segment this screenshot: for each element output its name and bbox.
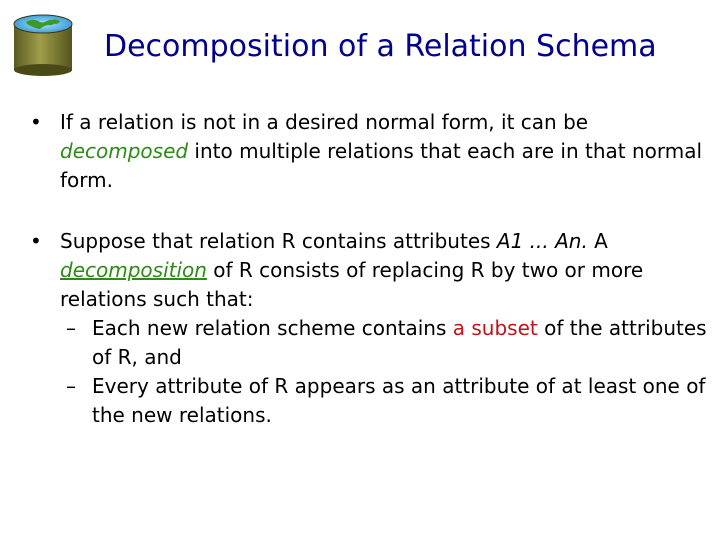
bullet-marker: • [30,229,42,253]
sub-item [30,314,710,372]
sub-marker: – [66,316,76,340]
bullet-text-mid: A [587,229,608,253]
bullet-text: Suppose that relation R contains attributes [60,229,497,253]
bullet-text-cont: of R consists of replacing R by two or more relations such that: [60,258,644,311]
sub-marker: – [66,374,76,398]
sub-text-cont: of the attributes of R, and [92,316,707,369]
slide-body [30,108,710,430]
bullet-item [30,227,710,314]
sub-text: Every attribute of R appears as an attribute of at least one of the new relations. [92,374,706,427]
term-decomposition: decomposition [60,258,207,282]
term-decomposed: decomposed [60,139,189,163]
bullet-marker: • [30,110,42,134]
highlight-subset: a subset [452,316,538,340]
sub-item [30,372,710,430]
database-globe-icon [8,8,78,78]
sub-text: Each new relation scheme contains [92,316,453,340]
slide-title: Decomposition of a Relation Schema [104,29,657,64]
bullet-item [30,108,710,195]
attribute-list: A1 ... An. [496,229,588,253]
bullet-text: If a relation is not in a desired normal form, it can be [60,110,589,134]
bullet-text-cont: into multiple relations that each are in that normal form. [60,139,703,192]
